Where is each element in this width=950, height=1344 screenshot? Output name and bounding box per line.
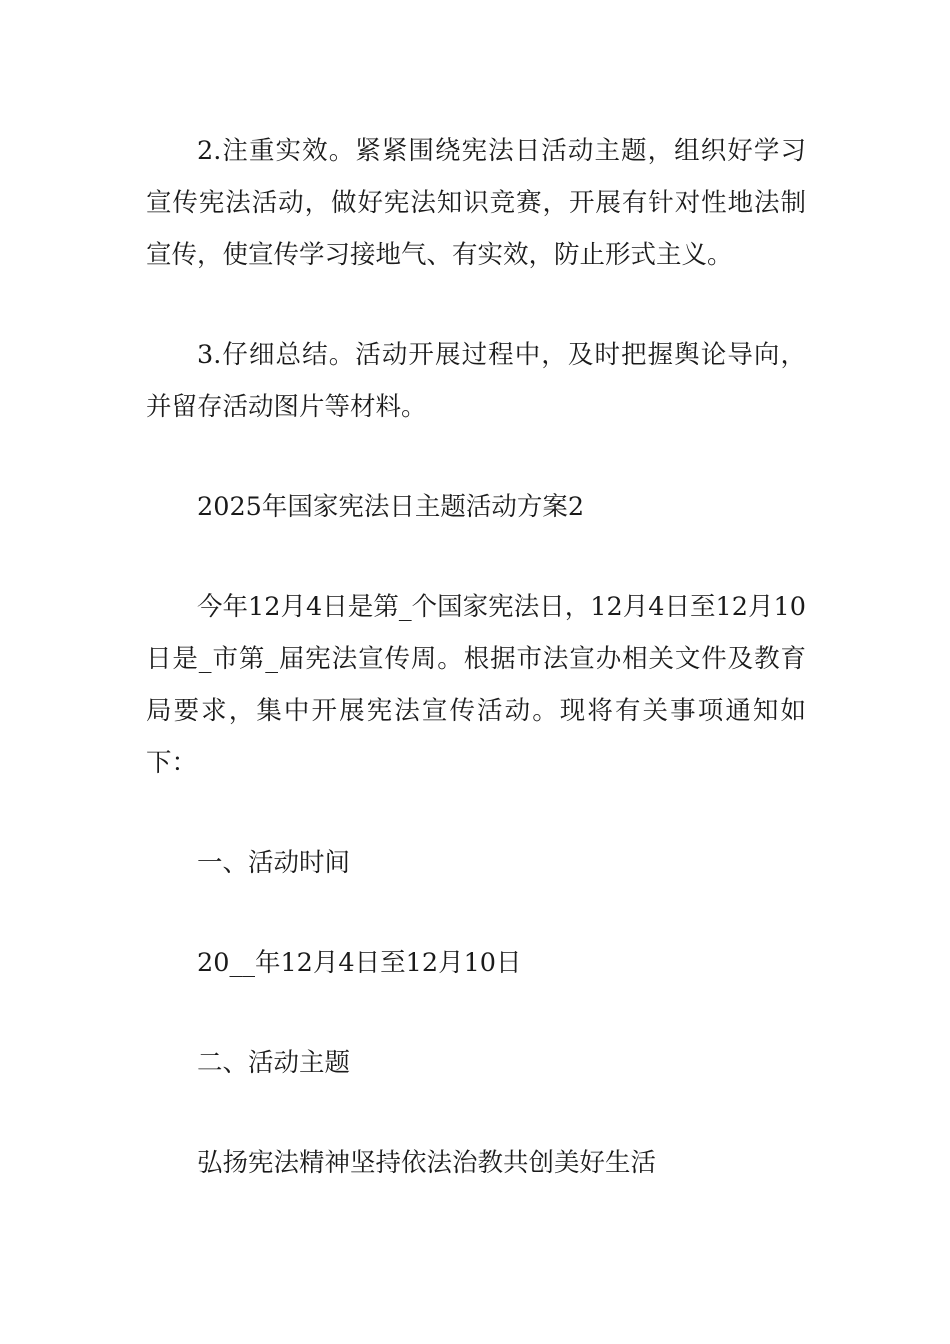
heading-activity-theme: 二、活动主题	[197, 1048, 351, 1078]
paragraph-effectiveness: 2.注重实效。紧紧围绕宪法日活动主题，组织好学习宣传宪法活动，做好宪法知识竞赛，开展有针对性地法制宣传，使宣传学习接地气、有实效，防止形式主义。	[146, 136, 806, 270]
heading-activity-time: 一、活动时间	[197, 848, 351, 878]
document-body	[146, 125, 806, 1237]
section-title: 2025年国家宪法日主题活动方案2	[197, 492, 585, 522]
paragraph-theme-text: 弘扬宪法精神坚持依法治教共创美好生活	[197, 1148, 657, 1178]
paragraph-activity-dates: 20__年12月4日至12月10日	[197, 948, 522, 978]
paragraph-summary: 3.仔细总结。活动开展过程中，及时把握舆论导向，并留存活动图片等材料。	[146, 340, 806, 422]
paragraph-intro: 今年12月4日是第_个国家宪法日，12月4日至12月10日是_市第_届宪法宣传周。根据市法宣办相关文件及教育局要求，集中开展宪法宣传活动。现将有关事项通知如下：	[146, 592, 806, 778]
